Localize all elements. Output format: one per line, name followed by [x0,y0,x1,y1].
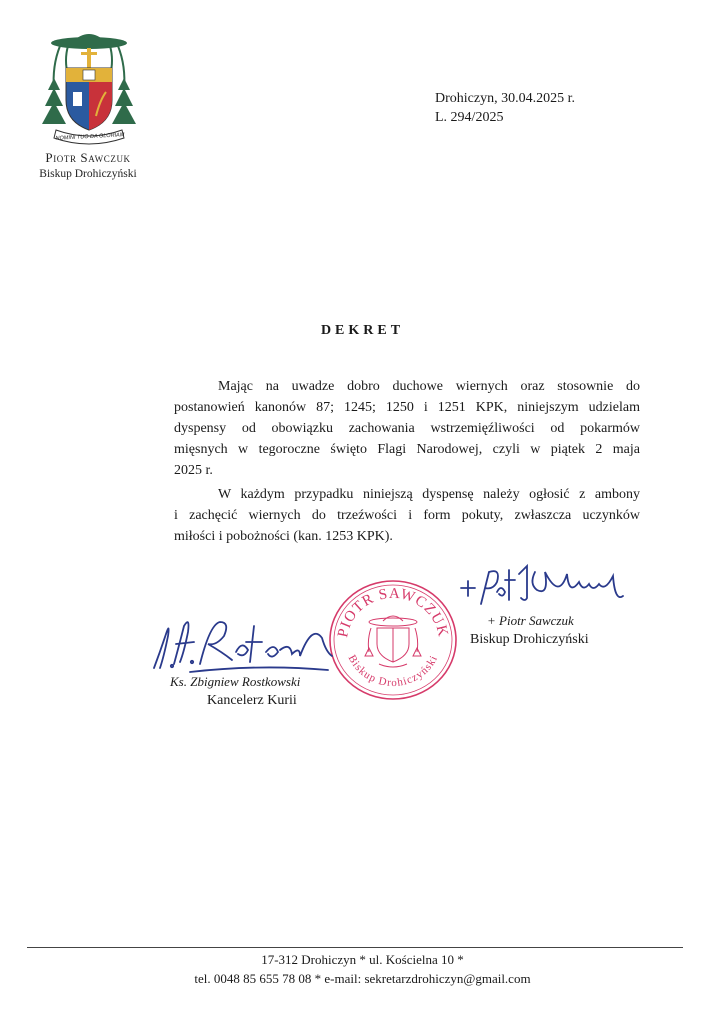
paragraph-line: i zachęcić wiernych do trzeźwości i form pokuty, zwłaszcza uczynków [174,508,640,523]
bishop-signature [455,562,635,620]
chancellor-signatory-role: Kancelerz Kurii [207,693,297,708]
paragraph-line: W każdym przypadku niniejszą dyspensę należy ogłosić z ambony [218,487,640,502]
footer-contact: tel. 0048 85 655 78 08 * e-mail: sekretarzdrohiczyn@gmail.com [194,971,531,986]
document-title: DEKRET [320,323,405,338]
decree-paragraph-1 [174,376,640,481]
coat-of-arms [38,30,140,148]
letterhead-name: Piotr Sawczuk [45,150,131,165]
bishop-signatory-name: + Piotr Sawczuk [487,613,574,628]
official-stamp [327,578,459,702]
chancellor-signatory-name: Ks. Zbigniew Rostkowski [170,674,301,689]
stamp-text-bottom: Biskup Drohiczyński [345,652,441,690]
reference-number: L. 294/2025 [435,110,504,125]
footer-divider [27,947,683,948]
chancellor-signature [150,612,336,678]
stamp-text-top: PIOTR SAWCZUK [335,585,451,639]
coat-of-arms-motto: NOMINI TUO DA GLORIAM [55,132,125,142]
place-and-date: Drohiczyn, 30.04.2025 r. [435,91,575,106]
footer-address: 17-312 Drohiczyn * ul. Kościelna 10 * [261,952,464,967]
paragraph-line: 2025 r. [174,463,213,478]
paragraph-line: dyspensy od obowiązku zachowania wstrzemięźliwości od pokarmów [174,421,640,436]
paragraph-line: Mając na uwadze dobro duchowe wiernych oraz stosownie do [218,379,640,394]
decree-paragraph-2 [174,484,640,547]
paragraph-line: postanowień kanonów 87; 1245; 1250 i 1251 KPK, niniejszym udzielam [174,400,640,415]
paragraph-line: mięsnych w tegoroczne święto Flagi Narodowej, czyli w piątek 2 maja [174,442,640,457]
paragraph-line: miłości i pobożności (kan. 1253 KPK). [174,529,393,544]
letterhead-title: Biskup Drohiczyński [39,168,137,180]
bishop-signatory-role: Biskup Drohiczyński [470,632,589,647]
